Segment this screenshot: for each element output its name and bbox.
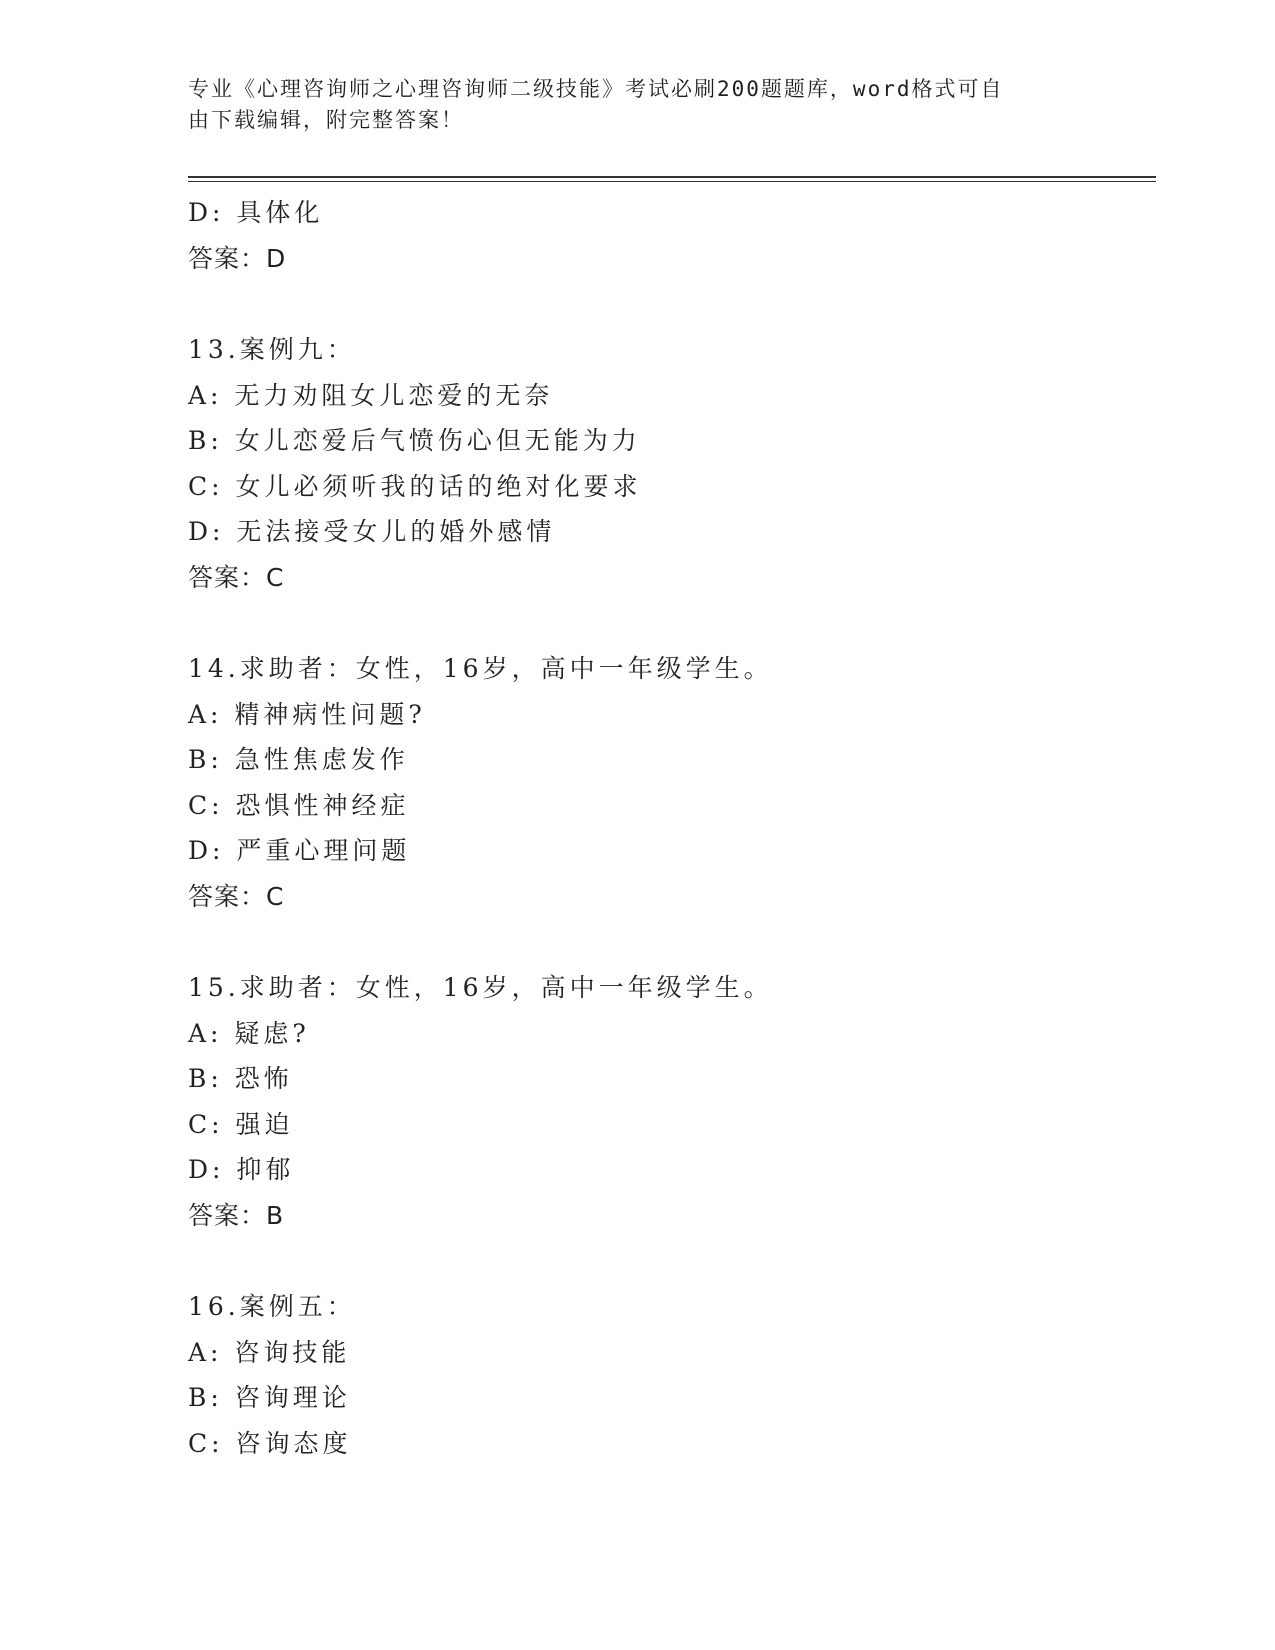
header-divider xyxy=(188,176,1156,178)
document-header xyxy=(188,74,1068,136)
spacer xyxy=(188,281,1148,327)
answer-line: 答案：C xyxy=(188,562,285,592)
header-line-2: 由下载编辑，附完整答案！ xyxy=(188,108,464,132)
question-stem: 15.求助者：女性，16岁，高中一年级学生。 xyxy=(188,973,773,1002)
question-list xyxy=(188,190,1148,1466)
question-stem: 16.案例五： xyxy=(188,1292,356,1321)
header-divider-thin xyxy=(188,181,1156,182)
option-c: C: 恐惧性神经症 xyxy=(188,790,410,820)
question-stem: 14.求助者：女性，16岁，高中一年级学生。 xyxy=(188,654,773,683)
option-d: D: 严重心理问题 xyxy=(188,836,411,865)
spacer xyxy=(188,1238,1148,1284)
option-a: A: 无力劝阻女儿恋爱的无奈 xyxy=(188,380,554,410)
header-line-1: 专业《心理咨询师之心理咨询师二级技能》考试必刷200题题库，word格式可自 xyxy=(188,77,1004,101)
option-c: C: 咨询态度 xyxy=(188,1428,352,1458)
option-b: B: 女儿恋爱后气愤伤心但无能为力 xyxy=(188,426,641,455)
option-a: A: 咨询技能 xyxy=(188,1337,351,1367)
option-d: D: 具体化 xyxy=(188,198,324,227)
option-b: B: 咨询理论 xyxy=(188,1383,351,1412)
option-d: D: 抑郁 xyxy=(188,1155,295,1184)
answer-line: 答案：C xyxy=(188,881,285,911)
answer-line: 答案：B xyxy=(188,1200,285,1230)
option-b: B: 恐怖 xyxy=(188,1064,293,1093)
option-a: A: 精神病性问题? xyxy=(188,699,426,729)
option-c: C: 强迫 xyxy=(188,1109,294,1139)
question-stem: 13.案例九： xyxy=(188,335,356,364)
option-d: D: 无法接受女儿的婚外感情 xyxy=(188,517,556,546)
option-a: A: 疑虑? xyxy=(188,1018,310,1048)
spacer xyxy=(188,919,1148,965)
spacer xyxy=(188,600,1148,646)
option-b: B: 急性焦虑发作 xyxy=(188,745,409,774)
option-c: C: 女儿必须听我的话的绝对化要求 xyxy=(188,471,642,501)
answer-line: 答案：D xyxy=(188,243,287,273)
